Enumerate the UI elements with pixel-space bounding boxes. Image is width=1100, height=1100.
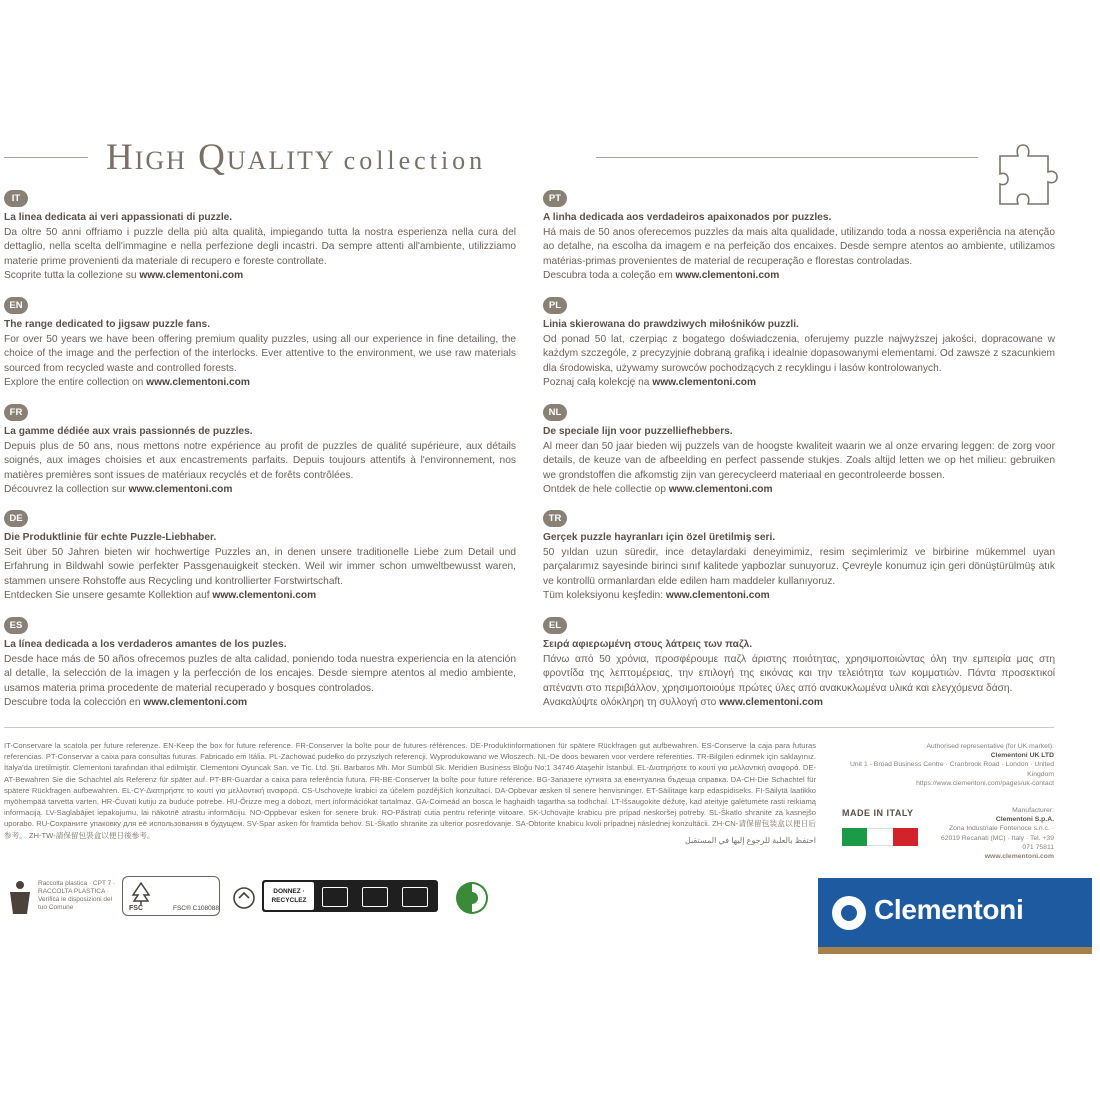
arabic-note: احتفظ بالعلبة للرجوع إليها في المستقبل xyxy=(684,836,816,845)
collection-header xyxy=(0,137,1100,190)
section-el xyxy=(543,617,1055,711)
fsc-tree-icon xyxy=(129,881,153,905)
italy-flag-icon xyxy=(842,828,918,846)
cta-text: Descubre toda la colección en xyxy=(4,697,141,708)
rep-address: Unit 1 - Broad Business Centre · Cranbrook Road · London · United Kingdom xyxy=(849,761,1054,778)
section-cta xyxy=(543,483,1055,498)
section-es xyxy=(4,617,516,711)
recycle-circle-icon xyxy=(232,886,256,910)
trash-bin-icon xyxy=(6,880,34,916)
language-badge: FR xyxy=(4,404,28,421)
manufacturer-url[interactable]: www.clementoni.com xyxy=(984,853,1054,861)
language-badge: EL xyxy=(543,617,567,634)
section-headline: A linha dedicada aos verdadeiros apaixonados por puzzles. xyxy=(543,212,832,223)
section-headline: Die Produktlinie für echte Puzzle-Liebhaber. xyxy=(4,532,217,543)
made-in-italy-label: MADE IN ITALY xyxy=(842,808,914,818)
flag-white xyxy=(867,828,892,846)
section-headline: Gerçek puzzle hayranları için özel üretilmiş seri. xyxy=(543,532,776,543)
section-body: 50 yıldan uzun süredir, ince detaylardaki deneyimimiz, resim seçimlerimiz ve birbirine mükemmel uyan parçalarımız sayesinde birinci sınıf kalitede yapbozlar sunuyoruz. Çevreyle konumuz için geri dönüştürülmüş atık ve kontrollü ormanlardan elde edilen ham maddeler kullanıyoruz. xyxy=(543,546,1055,587)
section-it xyxy=(4,190,516,284)
language-badge: ES xyxy=(4,617,28,634)
website-link[interactable]: www.clementoni.com xyxy=(128,484,233,495)
section-cta xyxy=(4,696,516,711)
section-body: Od ponad 50 lat, czerpiąc z bogatego doświadczenia, oferujemy puzzle najwyższej jakości, dopracowane w każdym szczególe, z precyzyjnie dobraną grafiką i idealnie dopasowanymi elementami. Od zawsze z szacunkiem dla środowiska, używamy surowców pochodzących z recyklingu i lasów kontrolowanych. xyxy=(543,333,1055,374)
section-headline: La gamme dédiée aux vrais passionnés de puzzles. xyxy=(4,426,253,437)
weee-text: DONNEZ · RECYCLEZ xyxy=(264,882,314,910)
language-badge: EN xyxy=(4,297,28,314)
website-link[interactable]: www.clementoni.com xyxy=(146,377,250,388)
uk-representative xyxy=(842,742,1054,788)
section-en xyxy=(4,297,516,391)
rep-url[interactable]: https://www.clementoni.com/pages/uk-contact xyxy=(916,779,1054,787)
section-cta xyxy=(4,483,516,498)
bin-sort-icon xyxy=(402,887,428,907)
section-de xyxy=(4,510,516,604)
cta-text: Tüm koleksiyonu keşfedin: xyxy=(543,590,664,601)
box-sort-icon xyxy=(322,887,348,907)
section-cta xyxy=(4,589,516,604)
cta-text: Entdecken Sie unsere gesamte Kollektion auf xyxy=(4,590,210,601)
website-link[interactable]: www.clementoni.com xyxy=(665,590,770,601)
language-badge: DE xyxy=(4,510,28,527)
clementoni-logo-icon xyxy=(832,896,866,930)
section-pl xyxy=(543,297,1055,391)
clementoni-wordmark: Clementoni xyxy=(874,894,1024,925)
collection-title-small: collection xyxy=(343,146,487,175)
rep-title: Authorised representative (for UK market): xyxy=(926,743,1054,750)
language-badge: NL xyxy=(543,404,567,421)
fsc-mark xyxy=(122,876,220,916)
collection-title xyxy=(106,136,486,179)
header-rule-right xyxy=(596,157,978,158)
section-cta xyxy=(543,376,1055,391)
manufacturer-name: Clementoni S.p.A. xyxy=(995,816,1054,824)
section-pt xyxy=(543,190,1055,284)
flag-green xyxy=(842,828,867,846)
section-body: Seit über 50 Jahren bieten wir hochwertige Puzzles an, in denen unsere traditionelle Liebe zum Detail und Erfahrung in Bildwahl sowie perfekter Passgenauigkeit stecken. Weil wir immer schon umweltbewusst waren, stammen unsere Rohstoffe aus Recycling und kontrollierter Forstwirtschaft. xyxy=(4,546,516,587)
website-link[interactable]: www.clementoni.com xyxy=(652,377,757,388)
section-body: Desde hace más de 50 años ofrecemos puzles de alta calidad, poniendo toda nuestra experiencia en la atención al detalle, la selección de la imagen y la perfección de los encajes. Desde siempre atentos al medio ambiente, usamos materia prima procedente de material recuperado y bosques controlados. xyxy=(4,653,516,694)
fsc-code: FSC® C108088 xyxy=(173,905,219,912)
rep-company: Clementoni UK LTD xyxy=(990,752,1054,760)
cta-text: Découvrez la collection sur xyxy=(4,484,126,495)
green-dot-icon xyxy=(454,880,490,916)
clementoni-logo xyxy=(818,878,1092,954)
cta-text: Ontdek de hele collectie op xyxy=(543,484,666,495)
section-headline: Linia skierowana do prawdziwych miłośników puzzli. xyxy=(543,319,799,330)
website-link[interactable]: www.clementoni.com xyxy=(719,697,823,708)
section-body: Al meer dan 50 jaar bieden wij puzzels van de hoogste kwaliteit waarin we al onze ervaring leggen: de zorg voor details, de keuze van de afbeelding en perfect passende stukjes. Zoals altijd letten we op het milieu: gebruiken we grondstoffen die afkomstig zijn van gerecycleerd materiaal en gecontroleerde bossen. xyxy=(543,440,1055,481)
multilingual-notes: IT-Conservare la scatola per future referenze. EN-Keep the box for future reference. FR-Conserver la boîte pour de futures références. DE-Produktinformationen für spätere Rückfragen gut aufbewahren. ES-Conserve la caja para futuras referencias. PT-Conservar a caixa para consultas futuras. Fabricado em Itália. PL-Zachować pudełko do przyszłych referencji. Wyprodukowano we Włoszech. NL-De doos bewaren voor verdere referenties. TR-Bilgileri edinmek için saklayınız. İtalya'da üretilmiştir. Clementoni tarafından ithal edilmiştir. Clementoni Oyuncak San. ve Tic. Ltd. Şti. Barbaros Mh. Mor Sümbül Sk. Meridien Business Bloğu No:1 34746 Ataşehir İstanbul. EL-Διατηρήστε το κουτί για μελλοντική αναφορά. DE-AT-Bewahren Sie die Schachtel als Referenz für später auf. PT-BR-Guardar a caixa para referência futura. FR-BE-Conserver la boîte pour future référence. BG-Запазете кутията за евентуална бъдеща справка. DA-CH-Die Schachtel für spätere Rückfragen aufbewahren. EL-CY-Διατηρήστε το κουτί για μελλοντική αναφορά. CS-Uschovejte krabici za účelem pozdějších konzultací. DA-Opbevar æsken til senere henvisninger. ET-Säilitage karp edaspidiseks. FI-Säilytä laatikko myöhempää tarvetta varten. HR-Čuvati kutiju za buduće potrebe. HU-Őrizze meg a dobozt, mert információkat tartalmaz. GA-Coimeád an bosca le haghaidh tagartha sa todhchaí. LT-Išsaugokite dėžutę, kad ateityje galėtumėte rasti reikiamą informaciją. LV-Saglabājiet iepakojumu, lai nākotnē atrastu informāciju. NO-Oppbevar esken for senere bruk. RO-Păstrați cutia pentru referințe viitoare. SK-Uchovajte krabicu pre prípad neskoršej potreby. SL-Škatlo shranite za kasnejšo uporabo. RU-Сохраните упаковку для её использования в будущем. SV-Spar asken för framtida behov. SL-Škatlo shranite za ulterior posredovanje. SA-Obtorite knabicu kvoli prípadnej následnej konzultácii. ZH-CN-请保留包装盒以便日后参考。 ZH-TW-請保留包裝盒以便日後參考。 xyxy=(4,741,816,840)
website-link[interactable]: www.clementoni.com xyxy=(139,270,244,281)
header-rule-left xyxy=(4,157,88,158)
website-link[interactable]: www.clementoni.com xyxy=(212,590,317,601)
section-headline: La linea dedicata ai veri appassionati di puzzle. xyxy=(4,212,233,223)
cta-text: Scoprite tutta la collezione su xyxy=(4,270,137,281)
section-body: Πάνω από 50 χρόνια, προσφέρουμε παζλ άριστης ποιότητας, χρησιμοποιώντας όλη την εμπειρία μας στη φροντίδα της λεπτομέρειας, την επιλογή της εικόνας και την τελειότητα των κομματιών. Πάντα προσεκτικοί απέναντι στο περιβάλλον, χρησιμοποιούμε πρώτες ύλες από ανακυκλωμένα υλικά και ελεγχόμενα δάση. xyxy=(543,653,1055,694)
section-tr xyxy=(543,510,1055,604)
manufacturer-label: Manufacturer: xyxy=(1012,807,1054,814)
section-body: Da oltre 50 anni offriamo i puzzle della più alta qualità, impiegando tutta la nostra esperienza nella cura del dettaglio, nella scelta dell'immagine e nella perfezione degli incastri. Da sempre attenti all'ambiente, utilizziamo materie prime provenienti da materiale di recupero e foreste controllate. xyxy=(4,226,516,267)
cta-text: Descubra toda a coleção em xyxy=(543,270,673,281)
website-link[interactable]: www.clementoni.com xyxy=(143,697,248,708)
section-cta xyxy=(543,696,1055,711)
language-badge: PL xyxy=(543,297,567,314)
section-fr xyxy=(4,404,516,498)
section-body: For over 50 years we have been offering premium quality puzzles, using all our experience in fine detailing, the choice of the image and the perfection of the interlocks. Ever attentive to the environment, we use raw materials sourced from recycled waste and controlled forests. xyxy=(4,333,516,374)
section-cta xyxy=(543,589,1055,604)
section-nl xyxy=(543,404,1055,498)
website-link[interactable]: www.clementoni.com xyxy=(668,484,773,495)
fsc-label: FSC xyxy=(129,905,143,912)
flag-red xyxy=(893,828,918,846)
recycling-instructions: Raccolta plastica · CPT 7 · RACCOLTA PLASTICA · Verifica le disposizioni del tuo Comune xyxy=(38,880,116,911)
section-cta xyxy=(4,269,516,284)
website-link[interactable]: www.clementoni.com xyxy=(675,270,780,281)
cta-text: Explore the entire collection on xyxy=(4,377,144,388)
section-cta xyxy=(543,269,1055,284)
cta-text: Ανακαλύψτε ολόκληρη τη συλλογή στο xyxy=(543,697,717,708)
section-divider xyxy=(4,727,1054,728)
triman-recycling-label xyxy=(262,880,438,912)
language-badge: PT xyxy=(543,190,567,207)
manufacturer-info xyxy=(930,806,1054,861)
collection-title-main: High Quality xyxy=(106,137,336,178)
section-body: Depuis plus de 50 ans, nous mettons notre expérience au profit de puzzles de qualité supérieure, aux détails soignés, aux images choisies et aux encastrements parfaits. Depuis toujours attentifs à l'environnement, nos matières premières sont issues de matériaux recyclés et de forêts contrôlées. xyxy=(4,440,516,481)
cta-text: Poznaj całą kolekcję na xyxy=(543,377,650,388)
paper-sort-icon xyxy=(362,887,388,907)
section-headline: La línea dedicada a los verdaderos amantes de los puzles. xyxy=(4,639,287,650)
certification-marks xyxy=(4,874,504,934)
manufacturer-address: Zona Industriale Fontenoce s.n.c. · 62019 Recanati (MC) · Italy · Tel. +39 071 75811 xyxy=(940,825,1054,851)
section-cta xyxy=(4,376,516,391)
language-badge: TR xyxy=(543,510,567,527)
section-headline: The range dedicated to jigsaw puzzle fans. xyxy=(4,319,211,330)
language-badge: IT xyxy=(4,190,28,207)
section-headline: De speciale lijn voor puzzelliefhebbers. xyxy=(543,426,733,437)
section-headline: Σειρά αφιερωμένη στους λάτρεις των παζλ. xyxy=(543,639,753,650)
section-body: Há mais de 50 anos oferecemos puzzles da mais alta qualidade, utilizando toda a nossa experiência na atenção ao detalhe, na escolha da imagem e na perfeição dos encaixes. Desde sempre atentos ao ambiente, utilizamos matérias-primas provenientes de material de recuperação e florestas controladas. xyxy=(543,226,1055,267)
